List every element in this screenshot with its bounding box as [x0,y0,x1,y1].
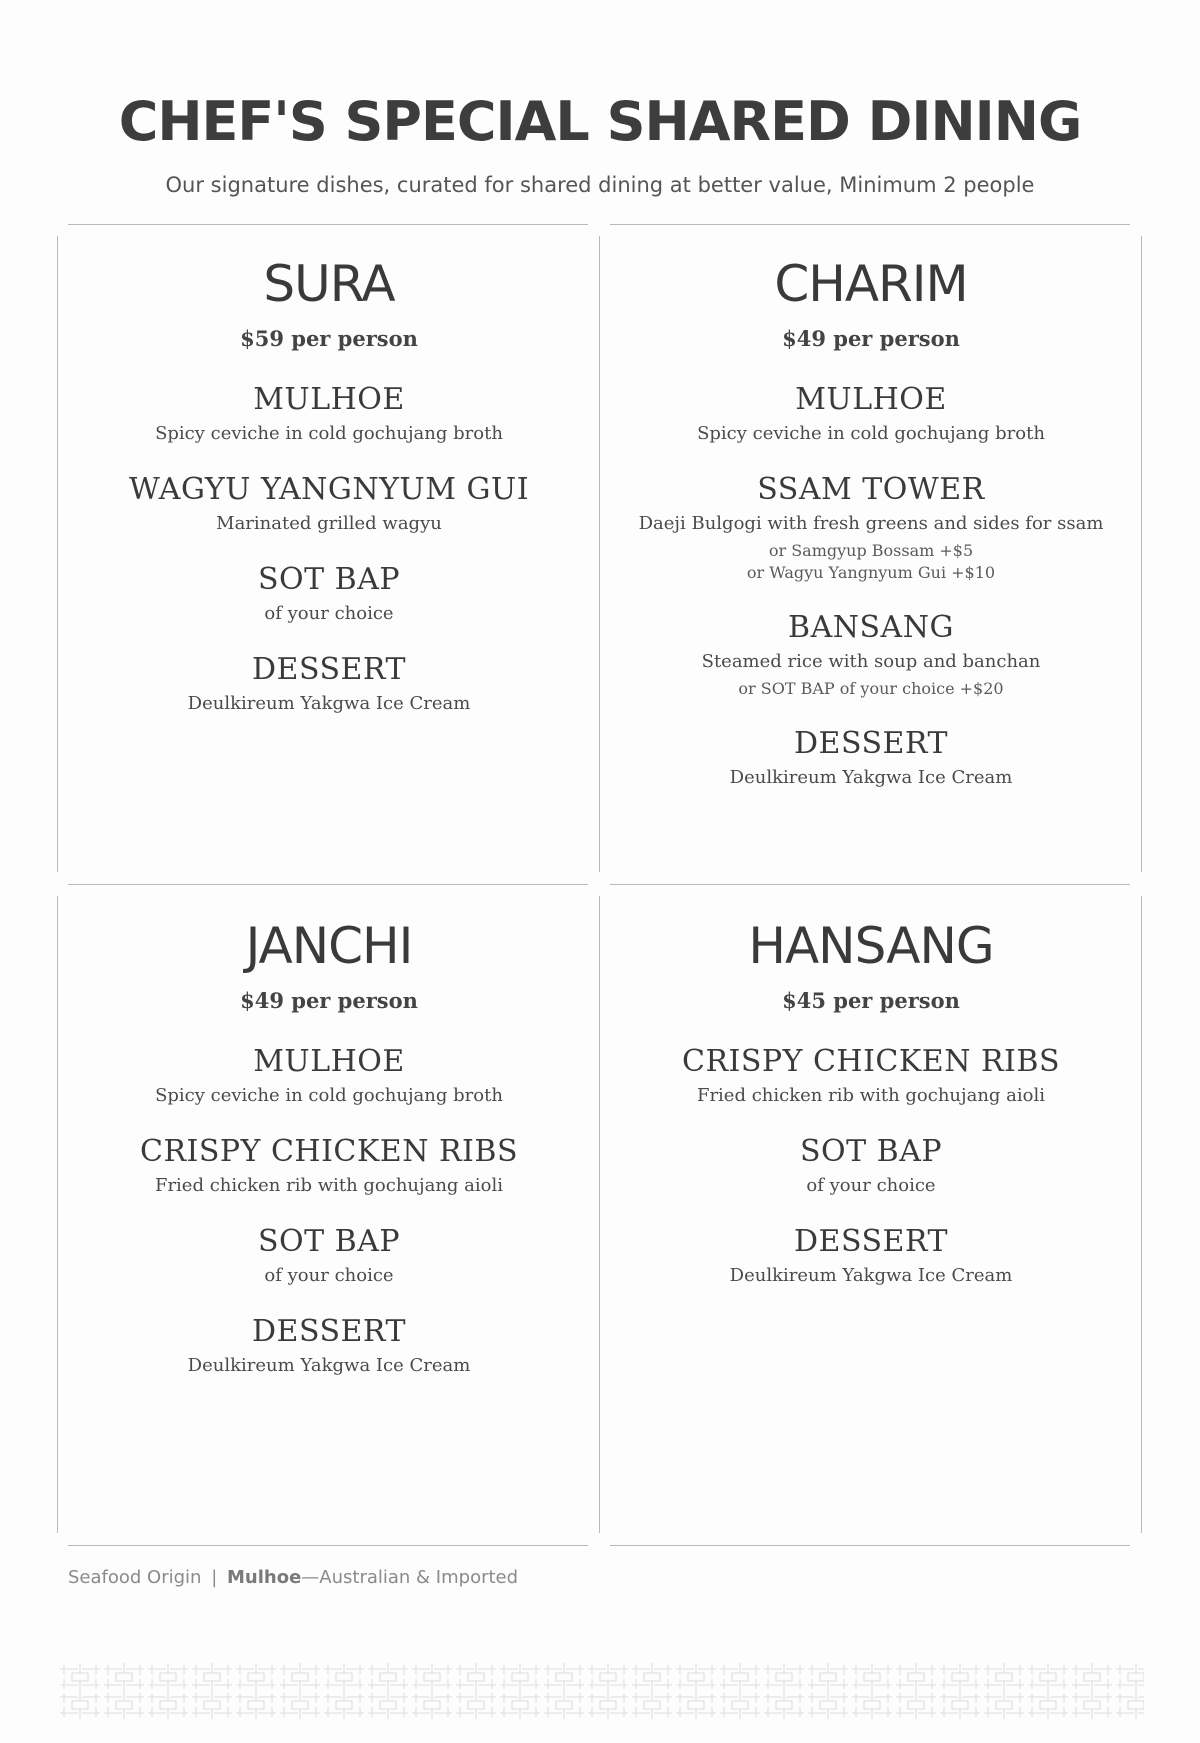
menu-item-name: MULHOE [253,1044,405,1079]
page-title: CHEF'S SPECIAL SHARED DINING [118,90,1082,153]
footnote-origin: Australian & Imported [319,1567,519,1588]
set-menu-name: HANSANG [748,917,994,975]
footnote-item: Mulhoe [227,1567,302,1588]
menu-item [58,1224,600,1288]
set-menu-price: $45 per person [782,988,960,1013]
menu-item [600,1224,1142,1288]
menu-item-desc: Marinated grilled wagyu [216,513,442,534]
set-menu-name: CHARIM [774,255,968,313]
divider-bottom-right [610,1545,1130,1546]
menu-item-option: or Samgyup Bossam +$5 [768,541,974,560]
set-menu-name: JANCHI [245,917,413,975]
menu-item-desc: Steamed rice with soup and banchan [701,651,1041,672]
set-menu-hansang [600,918,1142,1288]
menu-item-name: WAGYU YANGNYUM GUI [128,472,530,507]
menu-item [58,562,600,626]
menu-item-name: DESSERT [252,652,406,687]
menu-item [600,472,1142,584]
menu-item-name: CRISPY CHICKEN RIBS [139,1134,519,1169]
menu-item [58,1044,600,1108]
footnote-label: Seafood Origin [68,1567,202,1588]
menu-item-option: or Wagyu Yangnyum Gui +$10 [746,563,996,582]
set-menu-price: $49 per person [782,326,960,351]
menu-item-desc: Fried chicken rib with gochujang aioli [696,1085,1046,1106]
menu-item-name: DESSERT [794,1224,948,1259]
menu-item [58,1314,600,1378]
set-menu-charim [600,256,1142,790]
menu-item-desc: Deulkireum Yakgwa Ice Cream [729,1265,1013,1286]
menu-item [58,382,600,446]
divider-middle-right [610,884,1130,885]
menu-item-desc: Deulkireum Yakgwa Ice Cream [187,693,471,714]
footnote-separator: | [211,1567,218,1588]
menu-header [0,92,1200,198]
menu-item-desc: Fried chicken rib with gochujang aioli [154,1175,504,1196]
menu-item-desc: Spicy ceviche in cold gochujang broth [155,1085,503,1106]
menu-item [600,382,1142,446]
menu-item-desc: Spicy ceviche in cold gochujang broth [697,423,1045,444]
menu-item-name: SOT BAP [257,562,401,597]
set-menu-price: $49 per person [240,988,418,1013]
divider-top-right [610,224,1130,225]
menu-item-name: MULHOE [253,382,405,417]
menu-item-desc: of your choice [806,1175,936,1196]
menu-item-desc: Daeji Bulgogi with fresh greens and sides for ssam [638,513,1104,534]
menu-item-desc: Deulkireum Yakgwa Ice Cream [729,767,1013,788]
set-menu-name: SURA [263,255,395,313]
menu-item [58,472,600,536]
menu-item [600,1134,1142,1198]
menu-item-name: SSAM TOWER [757,472,985,507]
seafood-origin-note [68,1567,518,1588]
menu-item-desc: Deulkireum Yakgwa Ice Cream [187,1355,471,1376]
set-menu-sura [58,256,600,716]
divider-bottom-left [68,1545,588,1546]
set-menu-price: $59 per person [240,326,418,351]
menu-item [600,726,1142,790]
menu-item-name: SOT BAP [799,1134,943,1169]
divider-middle-left [68,884,588,885]
menu-item-name: MULHOE [795,382,947,417]
menu-item-name: DESSERT [794,726,948,761]
menu-item-name: CRISPY CHICKEN RIBS [681,1044,1061,1079]
menu-item [58,652,600,716]
menu-item-name: SOT BAP [257,1224,401,1259]
menu-item [58,1134,600,1198]
menu-item [600,1044,1142,1108]
set-menu-janchi [58,918,600,1378]
menu-item-desc: of your choice [264,603,394,624]
page-subtitle: Our signature dishes, curated for shared dining at better value, Minimum 2 people [165,173,1035,197]
menu-item-desc: Spicy ceviche in cold gochujang broth [155,423,503,444]
lattice-pattern-decoration [58,1663,1144,1719]
menu-item-desc: of your choice [264,1265,394,1286]
menu-item-option: or SOT BAP of your choice +$20 [738,679,1004,698]
menu-item [600,610,1142,700]
divider-top-left [68,224,588,225]
footnote-dash: — [301,1567,320,1588]
menu-item-name: DESSERT [252,1314,406,1349]
menu-item-name: BANSANG [788,610,954,645]
